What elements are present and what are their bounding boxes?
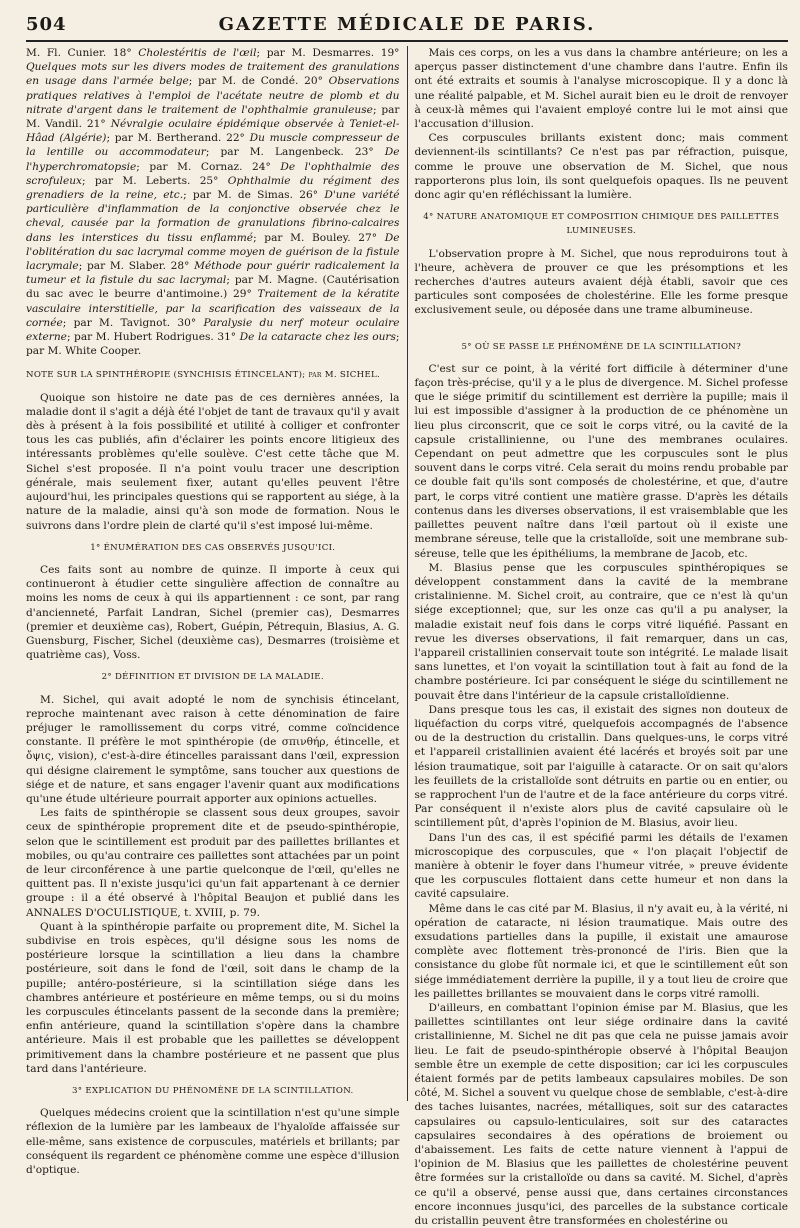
section-5-paragraph-4: Dans l'un des cas, il est spécifié parmi les détails de l'examen microscopique des corpuscules, que « l'on plaçait l'objectif de manière à obtenir le foyer dans l'humeur vitrée, » preuve évidente que les corpuscules flottaient dans cette humeur et non dans la cavité capsulaire. [414,831,788,901]
list-item-number: M. Fl. Cunier. 18° [26,47,139,59]
list-item-number: 20° [304,75,329,88]
section-heading-3: 3° EXPLICATION DU PHÉNOMÈNE DE LA SCINTILLATION. [71,1086,354,1097]
list-item-title: Névralgie oculaire épidémique observée à Teniet-el-Hâad (Algérie) [26,118,400,145]
bibliography-list [26,46,400,358]
list-item-number: 24° [252,160,281,173]
list-item-author: ; par M. Hubert Rodrigues. [66,331,218,344]
section-5-paragraph-3: Dans presque tous les cas, il existait des signes non douteux de liquéfaction du corps vitré, quelquefois accompagnés de l'absence ou de la destruction du cristallin. Dans quelques-uns, le corps vitré et l'appareil cristallinien avaient été lacérés et broyés soit par une lésion traumatique, soit par l'aiguille à cataracte. Or on sait qu'alors les feuillets de la cristalloïde sont détruits en partie ou en entier, ou se rapprochent l'un de l'autre et de la face antérieure du corps vitré. Par conséquent il n'existe alors plus de cavité capsulaire où le scintillement pût, d'après l'opinion de M. Blasius, avoir lieu. [414,703,788,830]
list-item-author: ; par M. Cornaz. [136,160,253,173]
list-item-author: ; par M. Bouley. [253,231,359,244]
list-item-number: 29° [233,288,258,301]
list-item-title: De l'ophthalmie des scrofuleux [26,160,400,187]
section-heading-2: 2° DÉFINITION ET DIVISION DE LA MALADIE. [101,672,324,683]
section-3-paragraph: Quelques médecins croient que la scintillation n'est qu'une simple réflexion de la lumière par les lambeaux de l'hyaloïde affaissée sur elle-même, sans existence de corpuscules, matériels et brillants; par conséquent ils regardent ce phénomène comme une espèce d'illusion d'optique. [26,1107,400,1177]
list-item-number: 25° [199,174,228,187]
section-5-paragraph-2: M. Blasius pense que les corpuscules spinthéropiques se développent constamment dans la cavité de la membrane cristalinienne. M. Sichel croit, au contraire, que ce n'est là qu'un siége exceptionnel; que, sur les onze cas qu'il a pu analyser, la maladie existait neuf fois dans le corps vitré liquéfié. Passant en revue les diverses observations, il fait remarquer, dans un cas, l'appareil cristallinien conservait toute son intégrité. Le malade lisait sans lunettes, et l'on voyait la scintillation tout à fait au fond de la chambre postérieure. Ici par conséquent le siége du scintillement ne pouvait être dans l'intérieur de la capsule cristalloïdienne. [414,561,788,702]
list-item-title: Cholestéritis de l'œil [138,47,257,59]
right-paragraph-2: Ces corpuscules brillants existent donc; mais comment deviennent-ils scintillants? Ce n'est pas par réfraction, puisque, comme le prouve une observation de M. Sichel, que nous rapporterons plus loin, ils sont quelquefois opaques. Ils ne peuvent donc agir qu'en réfléchissant la lumière. [414,132,788,202]
list-item-number: 31° [217,331,240,344]
intro-paragraph: Quoique son histoire ne date pas de ces dernières années, la maladie dont il s'agit a déjà été l'objet de tant de travaux qu'il y avait dès à présent à la fois possibilité et utilité à colliger et confronter tous les cas publiés, afin d'éclairer les points encore litigieux des intéressants problèmes qu'elle soulève. C'est cette tâche que M. Sichel s'est proposée. Il n'a point voulu tracer une description générale, mais seulement fixer, autant qu'elles peuvent l'être aujourd'hui, les principales questions qui se rapportent au siége, à la nature de la maladie, ainsi qu'à son mode de formation. Nous le suivrons dans l'ordre plein de clarté qu'il s'est imposé lui-même. [26,391,400,532]
list-item-title: De l'hyperchromatopsie [26,146,400,173]
list-item-author: ; par M. Slaber. [78,260,171,273]
section-5-paragraph-1: C'est sur ce point, à la vérité fort difficile à déterminer d'une façon très-précise, qu'il y a le plus de divergence. M. Sichel professe que le siége primitif du scintillement est derrière la pupille; mais il lui est impossible d'assigner à la production de ce phénomène un lieu plus circonscrit, que ce soit le corps vitré, ou la cavité de la capsule cristallinienne, ou l'une des membranes oculaires. Cependant on peut admettre que les corpuscules sont le plus souvent dans le corps vitré. Cela serait du moins rendu probable par ce double fait qu'ils sont composés de cholestérine, et que, d'autre part, le corps vitré contient une matière grasse. D'après les détails contenus dans les diverses observations, il est vraisemblable que les paillettes peuvent naître dans l'œil partout où il existe une membrane séreuse, telle que la cristalloïde, soit une membrane sub-séreuse, telle que les épithéliums, la membrane de Jacob, etc. [414,362,788,560]
journal-title: GAZETTE MÉDICALE DE PARIS. [218,14,596,35]
list-item-title: Observations pratiques relatives à l'emploi de l'acétate neutre de plomb et du nitrate d'argent dans le traitement de l'ophthalmie granuleuse [26,75,400,116]
section-heading-1: 1° ÉNUMÉRATION DES CAS OBSERVÉS JUSQU'ICI. [90,542,336,553]
list-item-author: ; par M. de Condé. [188,75,305,88]
list-item-author: ; par M. Leberts. [82,174,200,187]
list-item-author: ; par M. de Simas. [183,189,300,202]
page-header [26,0,788,42]
bibliography-paragraph [26,46,400,358]
list-item-author: ; par M. Tavignot. [62,316,178,329]
list-item-author: ; par M. Bertherand. [106,132,227,145]
section-4-paragraph: L'observation propre à M. Sichel, que nous reproduirons tout à l'heure, achèvera de prouver ce que les présomptions et les recherches d'autres auteurs avaient déjà établi, savoir que ces particules sont composées de cholestérine. Elle les forme presque exclusivement seule, ou déposée dans une trame albumineuse. [414,247,788,317]
section-1-paragraph: Ces faits sont au nombre de quinze. Il importe à ceux qui continueront à étudier cette singulière affection de connaître au moins les noms de ceux à qui ils appartiennent : ce sont, par rang d'ancienneté, Parfait Landran, Sichel (premier cas), Desmarres (premier et deuxième cas), Robert, Guépin, Pétrequin, Blasius, A. G. Guensburg, Fischer, Sichel (deuxième cas), Desmarres (troisième et quatrième cas), Voss. [26,563,400,662]
list-item-title: De l'oblitération du sac lacrymal comme moyen de guérison de la fistule lacrymale [26,231,400,273]
list-item-number: 19° [380,47,400,59]
list-item-number: 23° [354,146,385,159]
list-item-number: 22° [226,132,250,145]
list-item-title: Quelques mots sur les divers modes de traitement des granulations en usage dans l'armée belge [26,61,400,88]
list-item-author: ; par M. Vandil. [26,103,400,131]
list-item-number: 21° [86,118,111,131]
list-item-number: 30° [177,316,204,329]
section-2-paragraph-1: M. Sichel, qui avait adopté le nom de synchisis étincelant, reproche maintenant avec raison à cette dénomination de faire préjuger le ramollissement du corps vitré, comme coïncidence constante. Il préfère le mot spinthéropie (de σπινθήρ, étincelle, et ὄψις, vision), c'est-à-dire étincelles paraissant dans l'œil, expression qui désigne clairement le symptôme, sans toucher aux questions de siége et de nature, et sans engager l'avenir quant aux modifications qu'une étude ultérieure pourrait apporter aux opinions actuelles. [26,693,400,805]
list-item-title: Ophthalmie du régiment des grenadiers de la reine, etc. [26,174,400,202]
page-number: 504 [26,14,67,35]
list-item-author: ; par M. Magne. (Cautérisation du sac avec le beurre d'antimoine.) [26,274,400,301]
section-5-paragraph-5: Même dans le cas cité par M. Blasius, il n'y avait eu, à la vérité, ni opération de cataracte, ni lésion traumatique. Mais outre des exsudations partielles dans la pupille, il existait une amaurose complète avec flottement très-prononcé de l'iris. Bien que la consistance du globe fût normale ici, et que le scintillement eût son siége immédiatement derrière la pupille, il y a tout lieu de croire que les paillettes brillantes se mouvaient dans le corps vitré ramolli. [414,902,788,1000]
list-item-title: De la cataracte chez les ours [239,331,396,344]
section-heading-4: 4° NATURE ANATOMIQUE ET COMPOSITION CHIMIQUE DES PAILLETTES LUMINEUSES. [423,212,780,237]
list-item-author: ; par M. White Cooper. [26,331,400,358]
note-title: NOTE SUR LA SPINTHÉROPIE (SYNCHISIS ÉTINCELANT); par M. SICHEL. [26,370,381,381]
list-item-number: 28° [170,260,195,273]
list-item-title: Méthode pour guérir radicalement la tumeur et la fistule du sac lacrymal [26,260,400,287]
list-item-number: 27° [358,231,385,244]
list-item-title: D'une variété particulière d'inflammation de la conjonctive observée chez le cheval, causée par la formation de granulations fibrino-calcaires dans les interstices du tissu enflammé [26,189,400,244]
list-item-title: Paralysie du nerf moteur oculaire externe [26,316,400,344]
left-column [26,46,407,1177]
section-5-paragraph-6: D'ailleurs, en combattant l'opinion émise par M. Blasius, que les paillettes scintillantes ont leur siége ordinaire dans la cavité cristallinienne, M. Sichel ne dit pas que cela ne puisse jamais avoir lieu. Le fait de pseudo-spinthéropie observé à l'hôpital Beaujon semble être un exemple de cette disposition; car ici les corpuscules étaient formés par de petits lambeaux capsulaires mobiles. De son côté, M. Sichel a souvent vu quelque chose de semblable, c'est-à-dire des taches luisantes, nacrées, métalliques, soit sur des cataractes capsulaires ou capsulo-lenticulaires, soit sur des cataractes capsulaires secondaires à des opérations de broiement ou d'abaissement. Les faits de cette nature viennent à l'appui de l'opinion de M. Blasius que les paillettes de cholestérine peuvent être formées sur la cristalloïde ou dans sa cavité. M. Sichel, d'après ce qu'il a observé, pense aussi que, dans certaines circonstances encore inconnues jusqu'ici, des parcelles de la substance corticale du cristallin peuvent être transformées en cholestérine ou [414,1002,788,1228]
list-item-title: Du muscle compresseur de la lentille ou accommodateur [26,132,400,159]
right-paragraph-1: Mais ces corps, on les a vus dans la chambre antérieure; on les a aperçus passer distinctement d'une chambre dans l'autre. Enfin ils ont été extraits et soumis à l'analyse microscopique. Il y a donc là une réalité palpable, et M. Sichel aurait bien eu le droit de renvoyer à ceux-là mêmes qui l'avaient employé contre lui le mot ainsi que l'accusation d'illusion. [414,47,788,131]
section-heading-5: 5° OÙ SE PASSE LE PHÉNOMÈNE DE LA SCINTILLATION? [461,341,742,352]
two-column-body [26,46,788,1228]
right-column [408,46,789,1228]
section-2-paragraph-3: Quant à la spinthéropie parfaite ou proprement dite, M. Sichel la subdivise en trois espèces, qu'il désigne sous les noms de postérieure lorsque la scintillation a lieu dans la chambre postérieure, soit dans le fond de l'œil, soit dans le champ de la pupille; antéro-postérieure, si la scintillation siége dans les chambres antérieure et postérieure en même temps, ou si du moins les corpuscules étincelants passent de la seconde dans la première; enfin antérieure, quand la scintillation s'opère dans la chambre antérieure. Mais il est probable que les paillettes se développent primitivement dans la chambre postérieure et ne passent que plus tard dans l'antérieure. [26,920,400,1075]
list-item-author: ; par M. Langenbeck. [205,146,355,159]
list-item-author: ; par M. Desmarres. [256,47,381,59]
section-2-paragraph-2: Les faits de spinthéropie se classent sous deux groupes, savoir ceux de spinthéropie proprement dite et de pseudo-spinthéropie, selon que le scintillement est produit par des paillettes brillantes et mobiles, ou qu'au contraire ces paillettes sont attachées par un point de leur circonférence à une partie quelconque de l'œil, qu'elles ne quittent pas. Il n'existe jusqu'ici qu'un fait appartenant à ce dernier groupe : il a été observé à l'hôpital Beaujon et publié dans les ANNALES D'OCULISTIQUE, t. XVIII, p. 79. [26,807,400,919]
list-item-number: 26° [299,189,325,202]
list-item-title: Traitement de la kératite vasculaire interstitielle, par la scarification des vaisseaux de la cornée [26,288,400,329]
